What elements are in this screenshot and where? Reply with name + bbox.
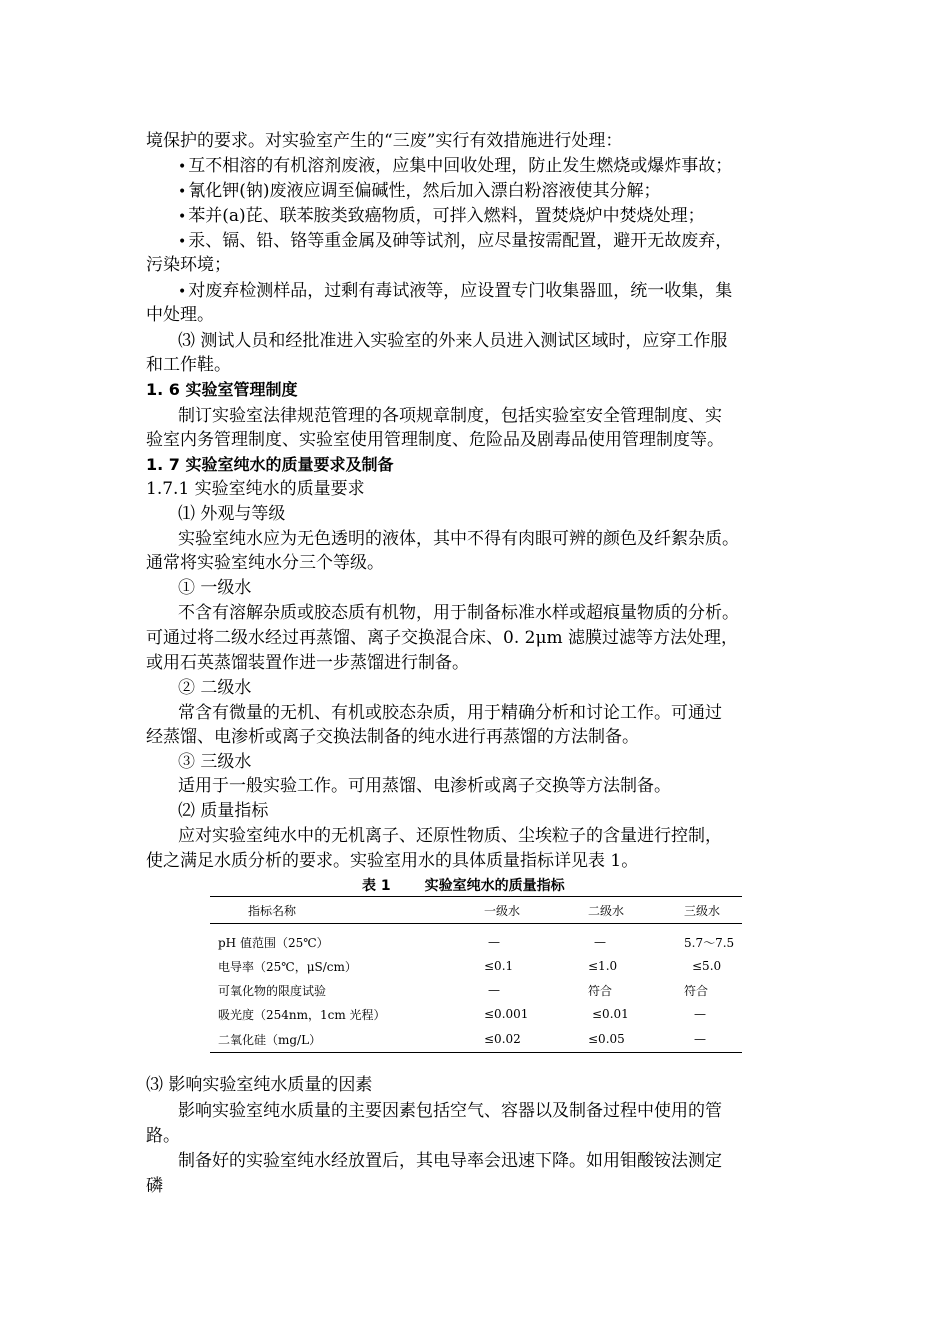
paragraph-continuation: 中处理。 [146,305,214,325]
section-heading: 1. 7 实验室纯水的质量要求及制备 [146,455,394,474]
paragraph: 适用于一般实验工作。可用蒸馏、电渗析或离子交换等方法制备。 [178,776,671,796]
table-cell: — [594,935,606,949]
table-cell: ≤0.02 [484,1026,588,1053]
table-caption-number: 表 1 [362,878,391,894]
bullet-item: • 互不相溶的有机溶剂废液，应集中回收处理，防止发生燃烧或爆炸事故； [178,154,828,179]
table-caption-title: 实验室纯水的质量指标 [424,878,565,894]
paragraph-continuation: 验室内务管理制度、实验室使用管理制度、危险品及剧毒品使用管理制度等。 [146,430,724,450]
quality-table [210,896,742,1053]
table-cell: — [488,983,500,997]
paragraph: 制订实验室法律规范管理的各项规章制度，包括实验室安全管理制度、实 [178,406,722,426]
table-cell: pH 值范围（25℃） [218,935,329,950]
table-cell: ≤0.05 [588,1026,684,1053]
table-cell: — [694,1007,706,1021]
item-heading: ⑶ 影响实验室纯水质量的因素 [146,1075,373,1095]
bullet-item: • 氰化钾(钠)废液应调至偏碱性，然后加入漂白粉溶液使其分解； [178,179,828,204]
paragraph: 实验室纯水应为无色透明的液体，其中不得有肉眼可辨的颜色及纤絮杂质。 [178,529,739,549]
paragraph-continuation: 磷 [146,1176,163,1196]
table-header: 三级水 [684,897,742,924]
bullet-item: • 汞、镉、铅、铬等重金属及砷等试剂，应尽量按需配置，避开无故废弃， [178,229,828,254]
paragraph-continuation: 通常将实验室纯水分三个等级。 [146,553,384,573]
table-cell: 电导率（25℃，μS/cm） [218,959,357,974]
table-header: 二级水 [588,897,684,924]
table-cell: — [488,935,500,949]
table-cell: ≤0.001 [484,1007,529,1021]
table-row [210,1002,742,1026]
subsection-heading: 1.7.1 实验室纯水的质量要求 [146,479,365,499]
table-cell: ≤0.1 [484,959,514,973]
table-caption [362,875,565,895]
table-cell: ≤1.0 [588,959,618,973]
table-cell: 可氧化物的限度试验 [218,983,327,998]
paragraph: 常含有微量的无机、有机或胶态杂质，用于精确分析和讨论工作。可通过 [178,703,722,723]
paragraph-continuation: 或用石英蒸馏装置作进一步蒸馏进行制备。 [146,653,469,673]
item-heading: ⑴ 外观与等级 [178,504,286,524]
table-row [210,924,742,955]
table-row [210,1026,742,1053]
table-cell: 符合 [684,983,709,998]
table-header: 一级水 [484,897,588,924]
item-heading: ② 二级水 [178,678,252,698]
table-cell: 吸光度（254nm，1cm 光程） [218,1007,386,1022]
paragraph: 影响实验室纯水质量的主要因素包括空气、容器以及制备过程中使用的管 [178,1101,722,1121]
table-cell: ≤0.01 [592,1007,629,1021]
item-heading: ⑵ 质量指标 [178,801,269,821]
paragraph: 境保护的要求。对实验室产生的“三废”实行有效措施进行处理： [146,131,623,151]
bullet-item: • 对废弃检测样品，过剩有毒试液等，应设置专门收集器皿，统一收集，集 [178,279,828,304]
table-row [210,978,742,1002]
paragraph: 应对实验室纯水中的无机离子、还原性物质、尘埃粒子的含量进行控制， [178,826,722,846]
table-cell: ≤5.0 [692,959,722,973]
paragraph-continuation: 使之满足水质分析的要求。实验室用水的具体质量指标详见表 1。 [146,851,639,871]
item-heading: ① 一级水 [178,578,252,598]
paragraph-continuation: 可通过将二级水经过再蒸馏、离子交换混合床、0. 2μm 滤膜过滤等方法处理， [146,628,739,648]
paragraph-continuation: 路。 [146,1126,180,1146]
table-cell: 二氧化硅（mg/L） [210,1026,484,1053]
item-heading: ③ 三级水 [178,752,252,772]
paragraph: 制备好的实验室纯水经放置后，其电导率会迅速下降。如用钼酸铵法测定 [178,1151,722,1171]
section-heading: 1. 6 实验室管理制度 [146,380,298,399]
table-cell: 符合 [588,983,613,998]
table-header: 指标名称 [210,897,484,924]
table-header-row [210,897,742,924]
table-cell: — [684,1026,742,1053]
paragraph-continuation: 和工作鞋。 [146,355,231,375]
paragraph-continuation: 经蒸馏、电渗析或离子交换法制备的纯水进行再蒸馏的方法制备。 [146,727,639,747]
paragraph: ⑶ 测试人员和经批准进入实验室的外来人员进入测试区域时，应穿工作服 [178,331,728,351]
paragraph: 不含有溶解杂质或胶态质有机物，用于制备标准水样或超痕量物质的分析。 [178,603,739,623]
bullet-item: • 苯并(a)芘、联苯胺类致癌物质，可拌入燃料，置焚烧炉中焚烧处理； [178,204,828,229]
paragraph-continuation: 污染环境； [146,255,231,275]
table-row [210,954,742,978]
table-cell: 5.7～7.5 [684,935,735,950]
